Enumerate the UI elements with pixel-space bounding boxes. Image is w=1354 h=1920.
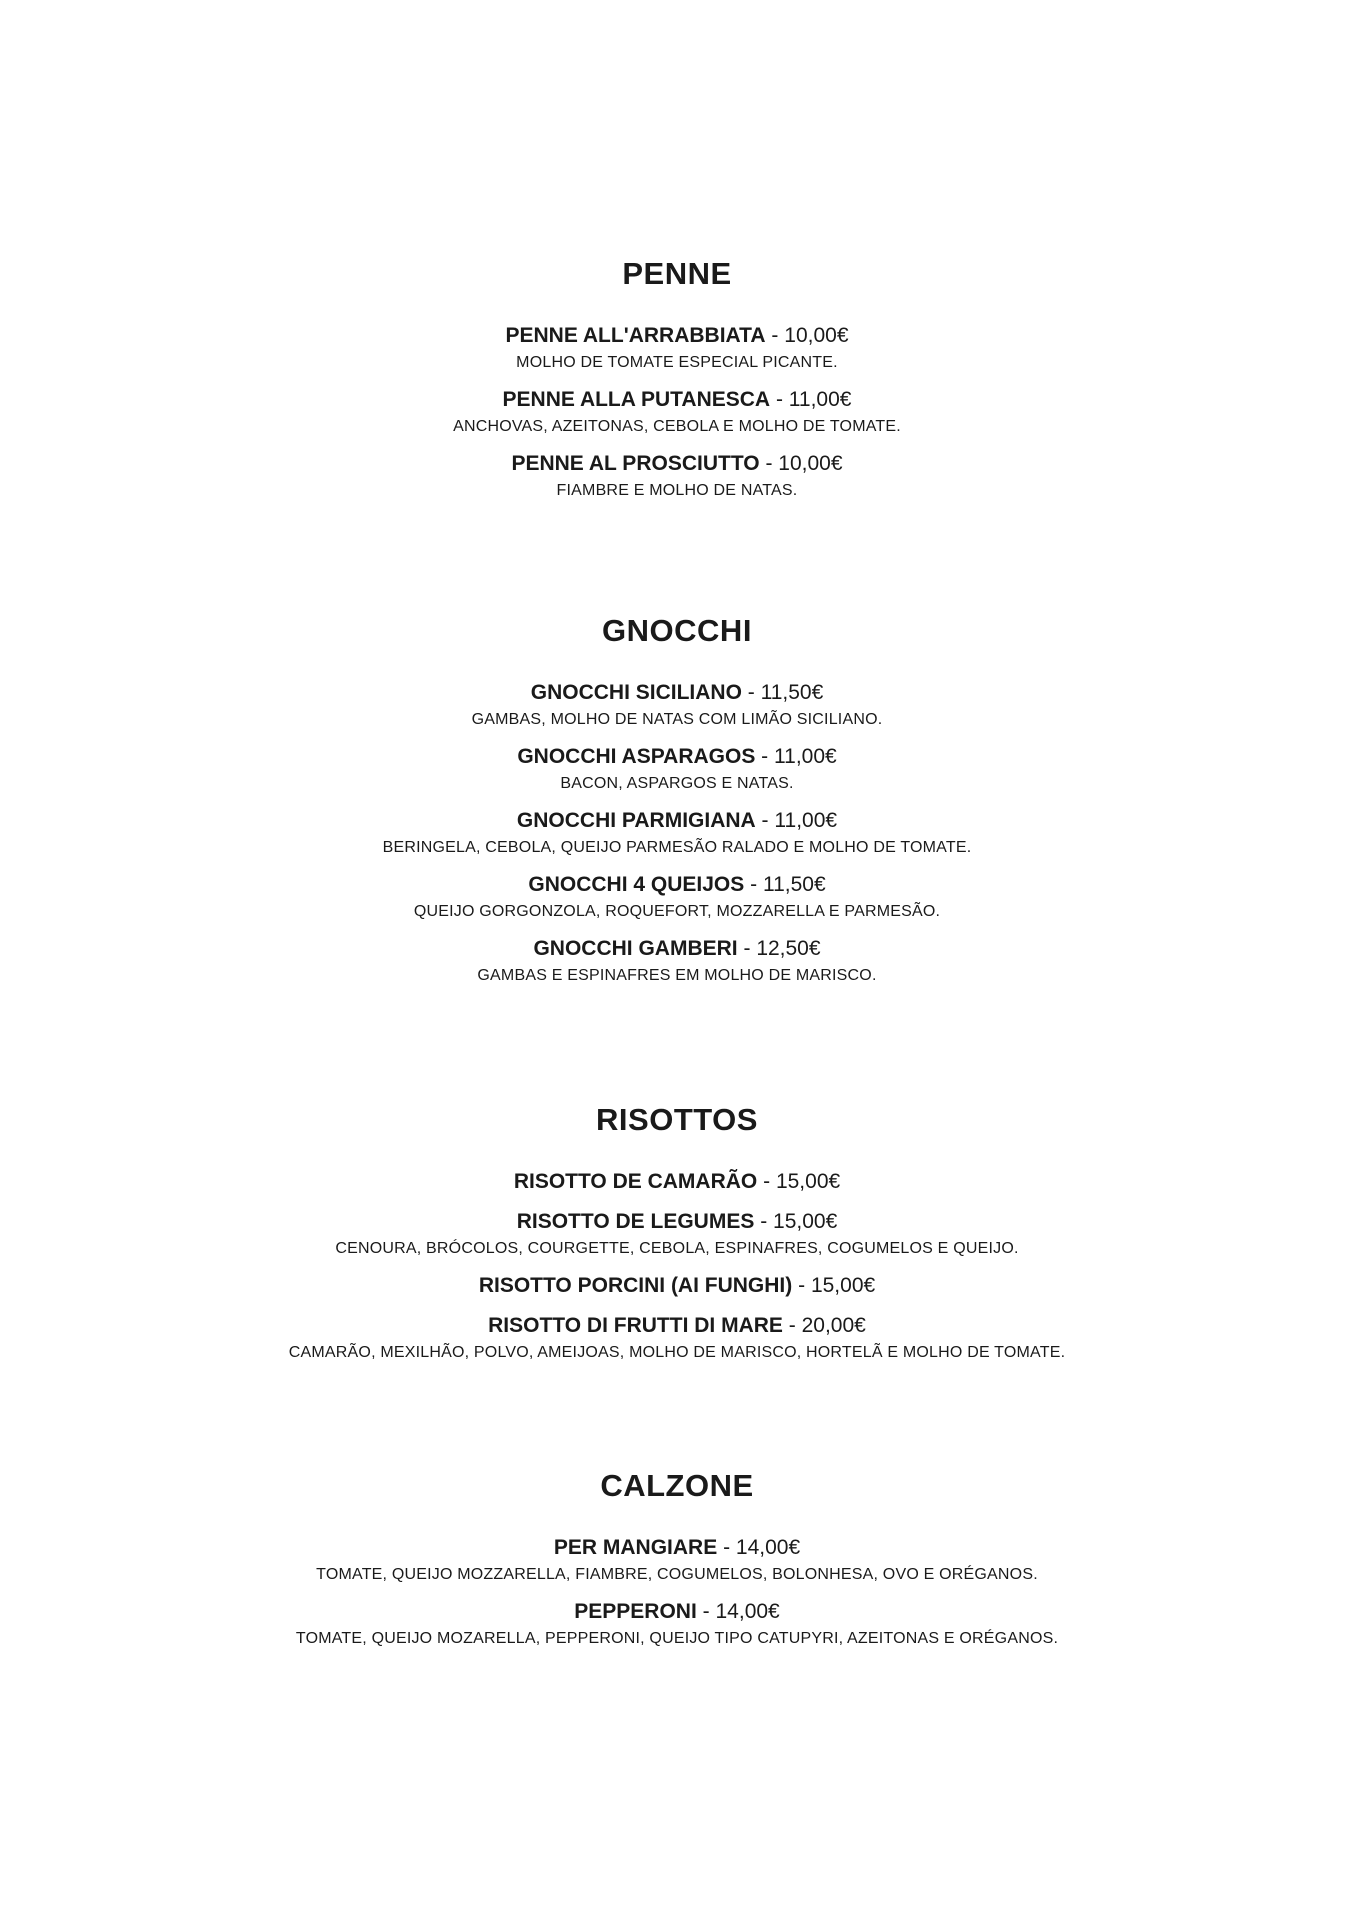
item-price: 15,00€	[775, 1170, 841, 1193]
menu-item	[0, 1270, 1354, 1302]
item-price: 10,00€	[778, 452, 843, 475]
menu-item-list	[0, 1532, 1354, 1650]
item-price: 11,00€	[774, 745, 837, 768]
menu-item	[0, 1166, 1354, 1198]
item-name: GNOCCHI SICILIANO	[530, 681, 742, 704]
section-penne	[0, 254, 1354, 512]
menu-item	[0, 805, 1354, 859]
menu-item	[0, 1310, 1354, 1364]
item-separator: -	[702, 1600, 710, 1623]
section-gnocchi	[0, 611, 1354, 997]
item-separator: -	[761, 745, 769, 768]
item-separator: -	[761, 809, 769, 832]
item-name: RISOTTO DI FRUTTI DI MARE	[488, 1314, 783, 1337]
item-price: 11,50€	[762, 873, 826, 896]
menu-item-list	[0, 677, 1354, 987]
menu-item	[0, 677, 1354, 731]
menu-item	[0, 933, 1354, 987]
item-separator: -	[763, 1170, 771, 1193]
menu-item	[0, 741, 1354, 795]
item-price: 11,50€	[760, 681, 824, 704]
menu-item	[0, 1596, 1354, 1650]
item-separator: -	[775, 388, 783, 411]
section-title: RISOTTOS	[596, 1102, 758, 1137]
item-name: GNOCCHI PARMIGIANA	[516, 809, 756, 832]
menu-item-list	[0, 320, 1354, 502]
item-name: RISOTTO DE CAMARÃO	[513, 1170, 758, 1193]
section-title: CALZONE	[600, 1468, 754, 1503]
item-separator: -	[788, 1314, 796, 1337]
item-name: RISOTTO PORCINI (AI FUNGHI)	[478, 1274, 793, 1297]
item-price: 11,00€	[788, 388, 852, 411]
item-description: TOMATE, QUEIJO MOZZARELLA, FIAMBRE, COGUMELOS, BOLONHESA, OVO E ORÉGANOS.	[316, 1566, 1038, 1583]
item-price: 11,00€	[774, 809, 838, 832]
item-description: FIAMBRE E MOLHO DE NATAS.	[556, 482, 798, 499]
item-description: MOLHO DE TOMATE ESPECIAL PICANTE.	[516, 354, 838, 371]
item-separator: -	[723, 1536, 731, 1559]
item-price: 15,00€	[773, 1210, 838, 1233]
menu-item	[0, 448, 1354, 502]
item-separator: -	[760, 1210, 768, 1233]
menu-item	[0, 1532, 1354, 1586]
section-calzone	[0, 1466, 1354, 1660]
item-description: CAMARÃO, MEXILHÃO, POLVO, AMEIJOAS, MOLHO DE MARISCO, HORTELÃ E MOLHO DE TOMATE.	[288, 1344, 1066, 1361]
item-price: 12,50€	[756, 937, 821, 960]
item-description: BACON, ASPARGOS E NATAS.	[560, 775, 794, 792]
item-price: 10,00€	[784, 324, 849, 347]
section-title: GNOCCHI	[602, 613, 752, 648]
item-description: QUEIJO GORGONZOLA, ROQUEFORT, MOZZARELLA E PARMESÃO.	[413, 903, 941, 920]
item-price: 15,00€	[810, 1274, 876, 1297]
menu-item-list	[0, 1166, 1354, 1364]
item-separator: -	[771, 324, 779, 347]
item-separator: -	[743, 937, 751, 960]
item-name: PENNE ALLA PUTANESCA	[502, 388, 771, 411]
menu-item	[0, 320, 1354, 374]
item-description: GAMBAS, MOLHO DE NATAS COM LIMÃO SICILIANO.	[471, 711, 883, 728]
menu-item	[0, 869, 1354, 923]
item-separator: -	[750, 873, 758, 896]
item-description: BERINGELA, CEBOLA, QUEIJO PARMESÃO RALADO E MOLHO DE TOMATE.	[382, 839, 972, 856]
item-description: ANCHOVAS, AZEITONAS, CEBOLA E MOLHO DE TOMATE.	[453, 418, 901, 435]
section-risottos	[0, 1100, 1354, 1374]
item-name: PENNE AL PROSCIUTTO	[511, 452, 760, 475]
item-name: GNOCCHI ASPARAGOS	[517, 745, 756, 768]
item-name: PENNE ALL'ARRABBIATA	[505, 324, 766, 347]
item-name: PER MANGIARE	[553, 1536, 718, 1559]
menu-item	[0, 1206, 1354, 1260]
item-description: GAMBAS E ESPINAFRES EM MOLHO DE MARISCO.	[477, 967, 877, 984]
menu-item	[0, 384, 1354, 438]
item-price: 14,00€	[735, 1536, 801, 1559]
item-name: GNOCCHI 4 QUEIJOS	[528, 873, 745, 896]
item-separator: -	[747, 681, 755, 704]
item-name: GNOCCHI GAMBERI	[533, 937, 738, 960]
item-description: CENOURA, BRÓCOLOS, COURGETTE, CEBOLA, ESPINAFRES, COGUMELOS E QUEIJO.	[335, 1240, 1019, 1257]
item-name: RISOTTO DE LEGUMES	[516, 1210, 755, 1233]
section-title: PENNE	[622, 256, 732, 291]
item-separator: -	[798, 1274, 806, 1297]
item-price: 20,00€	[801, 1314, 866, 1337]
item-name: PEPPERONI	[574, 1600, 697, 1623]
item-price: 14,00€	[715, 1600, 780, 1623]
item-description: TOMATE, QUEIJO MOZARELLA, PEPPERONI, QUEIJO TIPO CATUPYRI, AZEITONAS E ORÉGANOS.	[295, 1630, 1059, 1647]
item-separator: -	[765, 452, 773, 475]
